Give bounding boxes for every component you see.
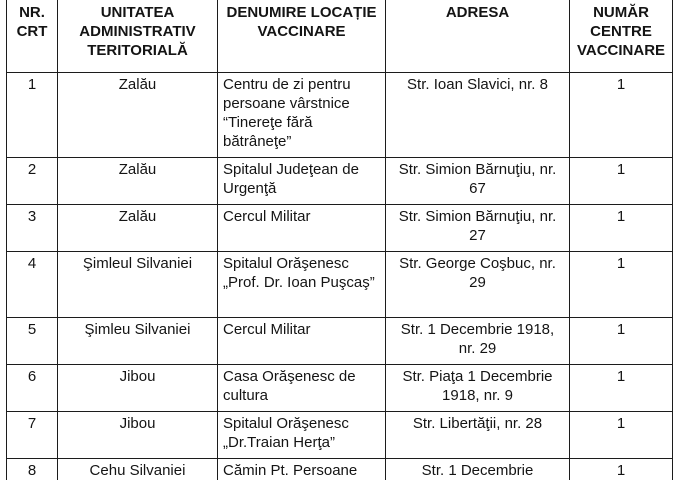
vaccination-centers-table <box>6 0 673 480</box>
cell-nr: 3 <box>7 205 58 252</box>
cell-adresa: Str. George Coşbuc, nr. 29 <box>386 252 570 318</box>
cell-nr: 1 <box>7 73 58 158</box>
table-row <box>7 158 673 205</box>
cell-uat: Şimleu Silvaniei <box>58 318 218 365</box>
cell-adresa: Str. Libertăţii, nr. 28 <box>386 412 570 459</box>
cell-nr: 7 <box>7 412 58 459</box>
cell-numar: 1 <box>570 318 673 365</box>
cell-uat: Cehu Silvaniei <box>58 459 218 480</box>
cell-nr: 8 <box>7 459 58 480</box>
cell-uat: Zalău <box>58 158 218 205</box>
cell-locatie: Spitalul Orăşenesc „Prof. Dr. Ioan Puşcaş” <box>218 252 386 318</box>
cell-nr: 4 <box>7 252 58 318</box>
table-row <box>7 318 673 365</box>
cell-uat: Zalău <box>58 205 218 252</box>
cell-nr: 5 <box>7 318 58 365</box>
header-denumire-locatie: DENUMIRE LOCAȚIE VACCINARE <box>218 0 386 73</box>
header-unitatea-administrativ-teritoriala: UNITATEA ADMINISTRATIV TERITORIALĂ <box>58 0 218 73</box>
cell-numar: 1 <box>570 73 673 158</box>
header-adresa: ADRESA <box>386 0 570 73</box>
table-row <box>7 252 673 318</box>
cell-locatie: Spitalul Judeţean de Urgenţă <box>218 158 386 205</box>
header-numar-centre: NUMĂR CENTRE VACCINARE <box>570 0 673 73</box>
cell-locatie: Casa Orăşenesc de cultura <box>218 365 386 412</box>
cell-locatie: Cămin Pt. Persoane <box>218 459 386 480</box>
cell-numar: 1 <box>570 205 673 252</box>
cell-adresa: Str. 1 Decembrie 1918, nr. 29 <box>386 318 570 365</box>
cell-locatie: Cercul Militar <box>218 318 386 365</box>
cell-uat: Şimleul Silvaniei <box>58 252 218 318</box>
cell-locatie: Centru de zi pentru persoane vârstnice “Tinereţe fără bătrâneţe” <box>218 73 386 158</box>
table-header-row <box>7 0 673 73</box>
header-nr-crt: NR. CRT <box>7 0 58 73</box>
cell-uat: Jibou <box>58 365 218 412</box>
cell-uat: Jibou <box>58 412 218 459</box>
cell-numar: 1 <box>570 412 673 459</box>
cell-adresa: Str. 1 Decembrie <box>386 459 570 480</box>
cell-adresa: Str. Piaţa 1 Decembrie 1918, nr. 9 <box>386 365 570 412</box>
cell-numar: 1 <box>570 252 673 318</box>
cell-numar: 1 <box>570 158 673 205</box>
cell-numar: 1 <box>570 459 673 480</box>
table-row <box>7 365 673 412</box>
cell-nr: 6 <box>7 365 58 412</box>
cell-uat: Zalău <box>58 73 218 158</box>
cell-locatie: Spitalul Orăşenesc „Dr.Traian Herţa” <box>218 412 386 459</box>
cell-numar: 1 <box>570 365 673 412</box>
table-row <box>7 459 673 480</box>
cell-adresa: Str. Ioan Slavici, nr. 8 <box>386 73 570 158</box>
cell-adresa: Str. Simion Bărnuţiu, nr. 27 <box>386 205 570 252</box>
cell-nr: 2 <box>7 158 58 205</box>
table-row <box>7 73 673 158</box>
cell-locatie: Cercul Militar <box>218 205 386 252</box>
table-row <box>7 412 673 459</box>
cell-adresa: Str. Simion Bărnuţiu, nr. 67 <box>386 158 570 205</box>
table-row <box>7 205 673 252</box>
